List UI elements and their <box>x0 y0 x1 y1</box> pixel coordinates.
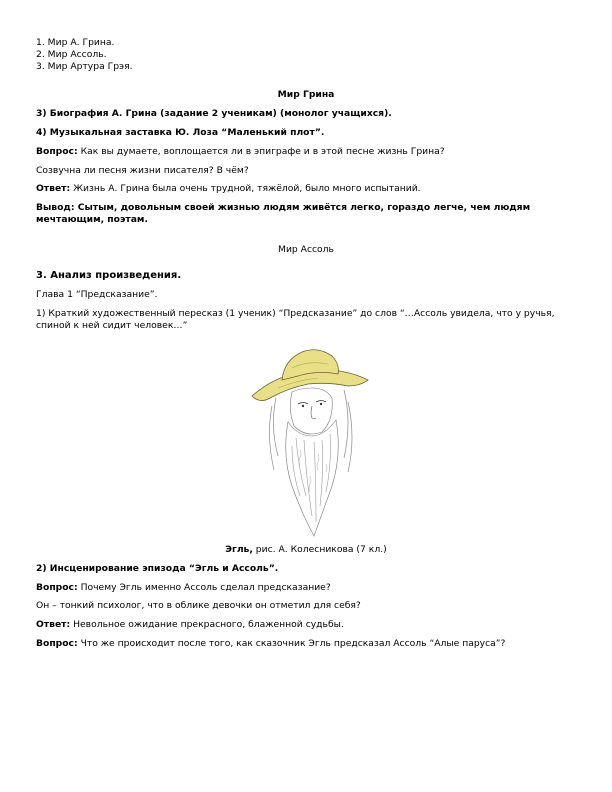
answer-2 <box>36 619 344 631</box>
question-label: Вопрос: <box>36 638 78 649</box>
question-text: Почему Эгль именно Ассоль сделал предсказание? <box>77 582 331 593</box>
question-label: Вопрос: <box>36 146 78 157</box>
item-music: 4) Музыкальная заставка Ю. Лоза “Маленький плот”. <box>36 127 325 138</box>
figure-caption <box>0 544 612 556</box>
caption-name: Эгль, <box>225 544 253 555</box>
analysis-heading: 3. Анализ произведения. <box>36 270 182 281</box>
caption-text: рис. А. Колесникова (7 кл.) <box>252 544 387 555</box>
list-item: 1. Мир А. Грина. <box>36 37 115 48</box>
question-2 <box>36 582 331 594</box>
answer-text: Жизнь А. Грина была очень трудной, тяжёлой, было много испытаний. <box>70 183 421 194</box>
answer-text: Невольное ожидание прекрасного, блаженной судьбы. <box>70 619 344 630</box>
answer-label: Ответ: <box>36 619 71 630</box>
question-label: Вопрос: <box>36 582 78 593</box>
egl-drawing <box>248 346 370 538</box>
question-1b: Созвучна ли песня жизни писателя? В чём? <box>36 165 249 176</box>
retelling-task: 1) Краткий художественный пересказ (1 ученик) “Предсказание” до слов “…Ассоль увидела, что у ручья, спиной к ней сидит человек…” <box>36 308 555 331</box>
list-item: 3. Мир Артура Грэя. <box>36 61 133 72</box>
chapter-title: Глава 1 “Предсказание”. <box>36 289 158 300</box>
answer-1 <box>36 183 421 195</box>
section-heading-grin: Мир Грина <box>277 89 335 100</box>
list-item: 2. Мир Ассоль. <box>36 49 107 60</box>
answer-label: Ответ: <box>36 183 71 194</box>
question-text: Что же происходит после того, как сказочник Эгль предсказал Ассоль “Алые паруса”? <box>77 638 506 649</box>
conclusion: Вывод: Сытым, довольным своей жизнью людям живётся легко, гораздо легче, чем людям мечтающим, поэтам. <box>36 202 531 225</box>
question-text: Как вы думаете, воплощается ли в эпиграфе и в этой песне жизнь Грина? <box>77 146 445 157</box>
question-3 <box>36 638 505 650</box>
item-staging: 2) Инсценирование эпизода “Эгль и Ассоль”. <box>36 563 279 574</box>
question-2b: Он – тонкий психолог, что в облике девочки он отметил для себя? <box>36 600 361 611</box>
item-biography: 3) Биография А. Грина (задание 2 ученикам) (монолог учащихся). <box>36 108 392 119</box>
question-1 <box>36 146 445 158</box>
section-heading-assol: Мир Ассоль <box>278 244 334 255</box>
